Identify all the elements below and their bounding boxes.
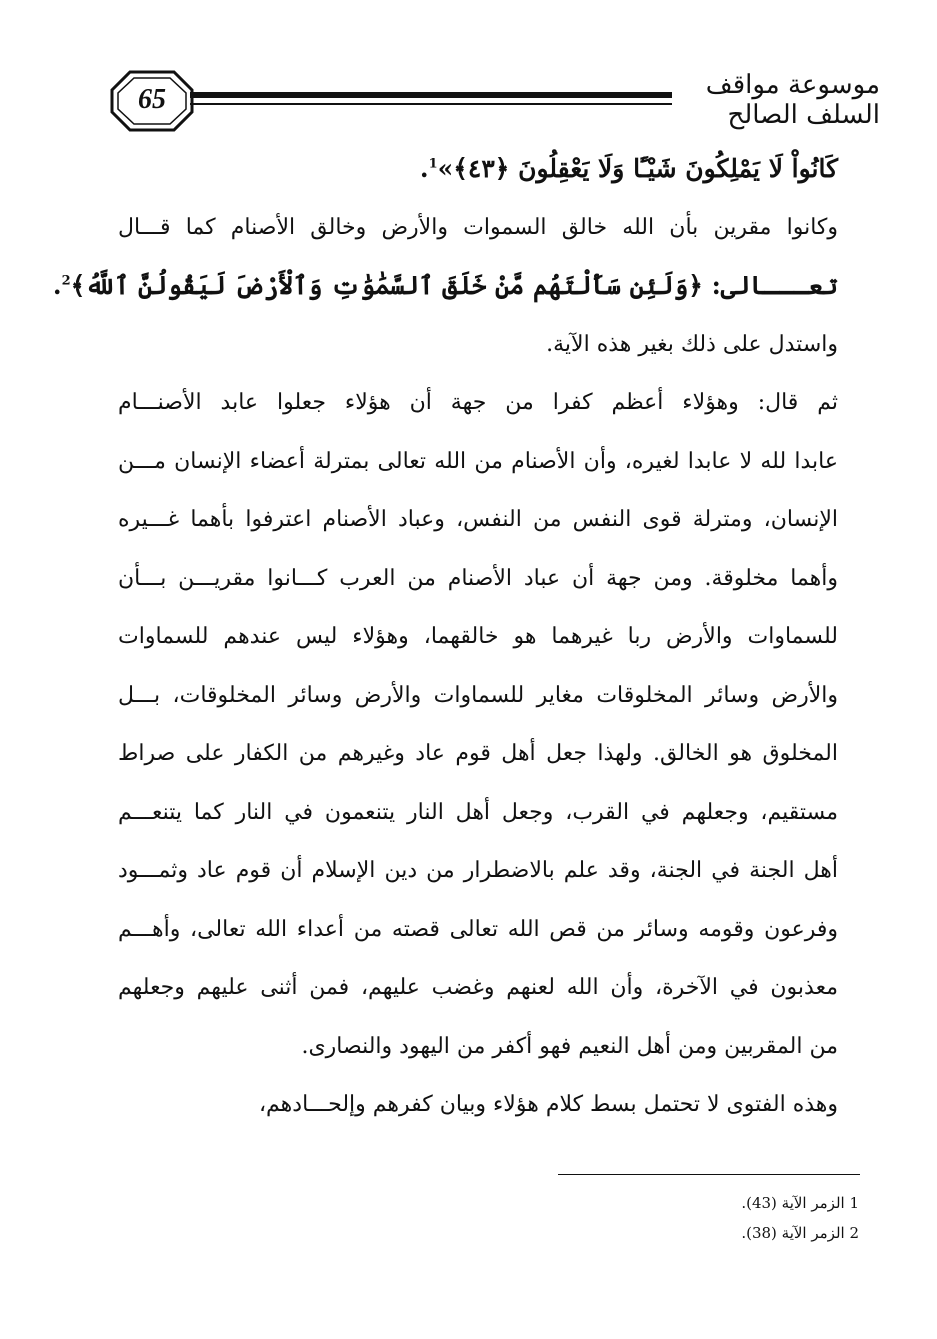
body-line: الإنسان، ومترلة قوى النفس من النفس، وعباد الأصنام اعترفوا بأهما غـــيره [118,507,838,532]
body-line: للسماوات والأرض ربا غيرهما هو خالقهما، وهؤلاء ليس عندهم للسماوات [118,624,838,649]
body-line: تعـــالى: ﴿وَلَئِن سَأَلْتَهُم مَّنْ خَلَقَ ٱلسَّمَٰوَٰتِ وَٱلْأَرْضَ لَيَقُولُنَّ ٱللَّهُ﴾$^2$. [52,271,838,300]
body-line: مستقيم، وجعلهم في القرب، وجعل أهل النار يتنعمون في النار كما يتنعـــم [118,799,838,825]
page-body [52,140,838,1135]
body-line: عابدا لله لا عابدا لغيره، وأن الأصنام من الله تعالى بمترلة أعضاء الإنسان مـــن [118,448,838,474]
page-number-badge [110,70,194,132]
body-line: وأهما مخلوقة. ومن جهة أن عباد الأصنام من العرب كـــانوا مقريـــن بـــأن [118,565,838,591]
footnote-ref: 1 [428,156,438,172]
footnotes [459,1188,859,1248]
header-rule [190,92,672,98]
body-line: وفرعون وقومه وسائر من قص الله تعالى قصته من أعداء الله تعالى، وأهـــم [118,916,838,942]
footnote: 1 الزمر الآية (43). [741,1194,859,1212]
body-line: ثم قال: وهؤلاء أعظم كفرا من جهة أن هؤلاء جعلوا عابد الأصنـــام [118,390,838,415]
body-line: أهل الجنة في الجنة، وقد علم بالاضطرار من دين الإسلام أن قوم عاد وثمـــود [118,858,838,883]
body-line: وهذه الفتوى لا تحتمل بسط كلام هؤلاء وبيان كفرهم وإلحـــادهم، [258,1092,838,1117]
page-header [100,62,880,142]
series-title: موسوعة مواقف السلف الصالح [705,70,880,130]
body-line: معذبون في الآخرة، وأن الله لعنهم وغضب عليهم، فمن أثنى عليهم وجعلهم [118,975,838,1000]
footnote: 2 الزمر الآية (38). [741,1224,859,1242]
body-line: من المقربين ومن أهل النعيم فهو أكفر من اليهود والنصارى. [301,1033,838,1059]
footnote-separator [558,1174,860,1175]
body-line: كَانُواْ لَا يَمْلِكُونَ شَيْـًٔا وَلَا يَعْقِلُونَ ﴿٤٣﴾»$^1$. [419,154,838,183]
body-line: والأرض وسائر المخلوقات مغاير للسماوات والأرض وسائر المخلوقات، بـــل [118,682,838,708]
page-number: 65 [138,84,166,115]
footnote-ref: 2 [61,273,71,289]
body-line: وكانوا مقرين بأن الله خالق السموات والأرض وخالق الأصنام كما قـــال [118,214,838,240]
header-rule-thin [190,103,672,105]
body-line: المخلوق هو الخالق. ولهذا جعل أهل قوم عاد وغيرهم من الكفار على صراط [118,741,838,766]
body-line: واستدل على ذلك بغير هذه الآية. [546,331,838,357]
